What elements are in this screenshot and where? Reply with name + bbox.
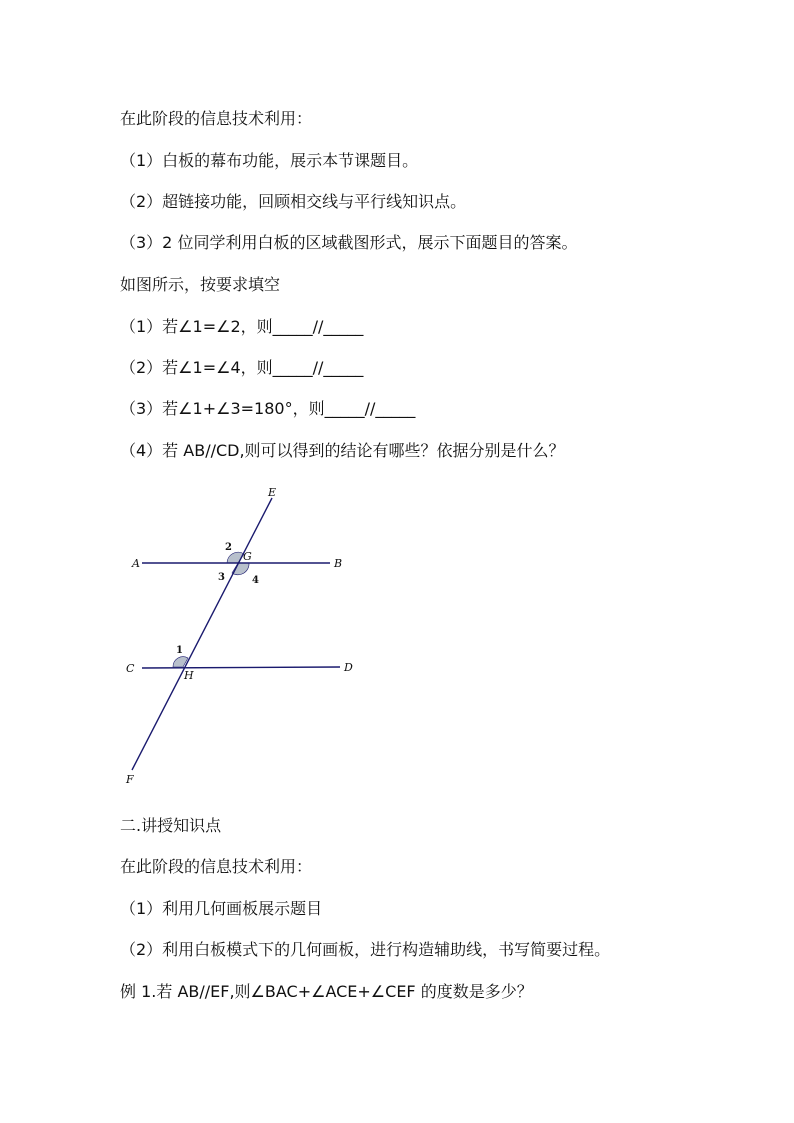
line-cd [142, 667, 340, 668]
angle-label-2: 2 [225, 542, 232, 553]
label-e: E [268, 486, 277, 499]
label-g: G [243, 550, 252, 563]
exercise-question-2: （2）若∠1=∠4，则_____//_____ [120, 358, 364, 377]
exercise-question-1: （1）若∠1=∠2，则_____//_____ [120, 317, 364, 336]
section2-heading: 二.讲授知识点 [120, 816, 222, 835]
label-d: D [344, 661, 353, 674]
exercise-question-3: （3）若∠1+∠3=180°，则_____//_____ [120, 399, 416, 418]
parallel-lines-figure [120, 480, 380, 790]
section1-item-3: （3）2 位同学利用白板的区域截图形式，展示下面题目的答案。 [120, 233, 578, 252]
label-b: B [334, 557, 343, 570]
section2-item-2: （2）利用白板模式下的几何画板，进行构造辅助线，书写简要过程。 [120, 940, 611, 959]
label-h: H [184, 669, 194, 682]
angle-label-4: 4 [252, 575, 259, 586]
angle-label-3: 3 [218, 572, 225, 583]
section1-intro: 在此阶段的信息技术利用： [120, 109, 313, 128]
section2-intro: 在此阶段的信息技术利用： [120, 857, 313, 876]
exercise-question-4: （4）若 AB//CD,则可以得到的结论有哪些？依据分别是什么？ [120, 441, 565, 460]
section1-item-1: （1）白板的幕布功能，展示本节课题目。 [120, 151, 419, 170]
label-c: C [126, 662, 135, 675]
transversal-ef [132, 498, 272, 770]
angle-label-1: 1 [176, 645, 183, 656]
label-f: F [126, 773, 134, 786]
section1-item-2: （2）超链接功能，回顾相交线与平行线知识点。 [120, 192, 467, 211]
section2-item-1: （1）利用几何画板展示题目 [120, 899, 323, 918]
exercise-prompt: 如图所示，按要求填空 [120, 275, 281, 294]
label-a: A [132, 557, 140, 570]
example-1: 例 1.若 AB//EF,则∠BAC+∠ACE+∠CEF 的度数是多少？ [120, 982, 533, 1001]
